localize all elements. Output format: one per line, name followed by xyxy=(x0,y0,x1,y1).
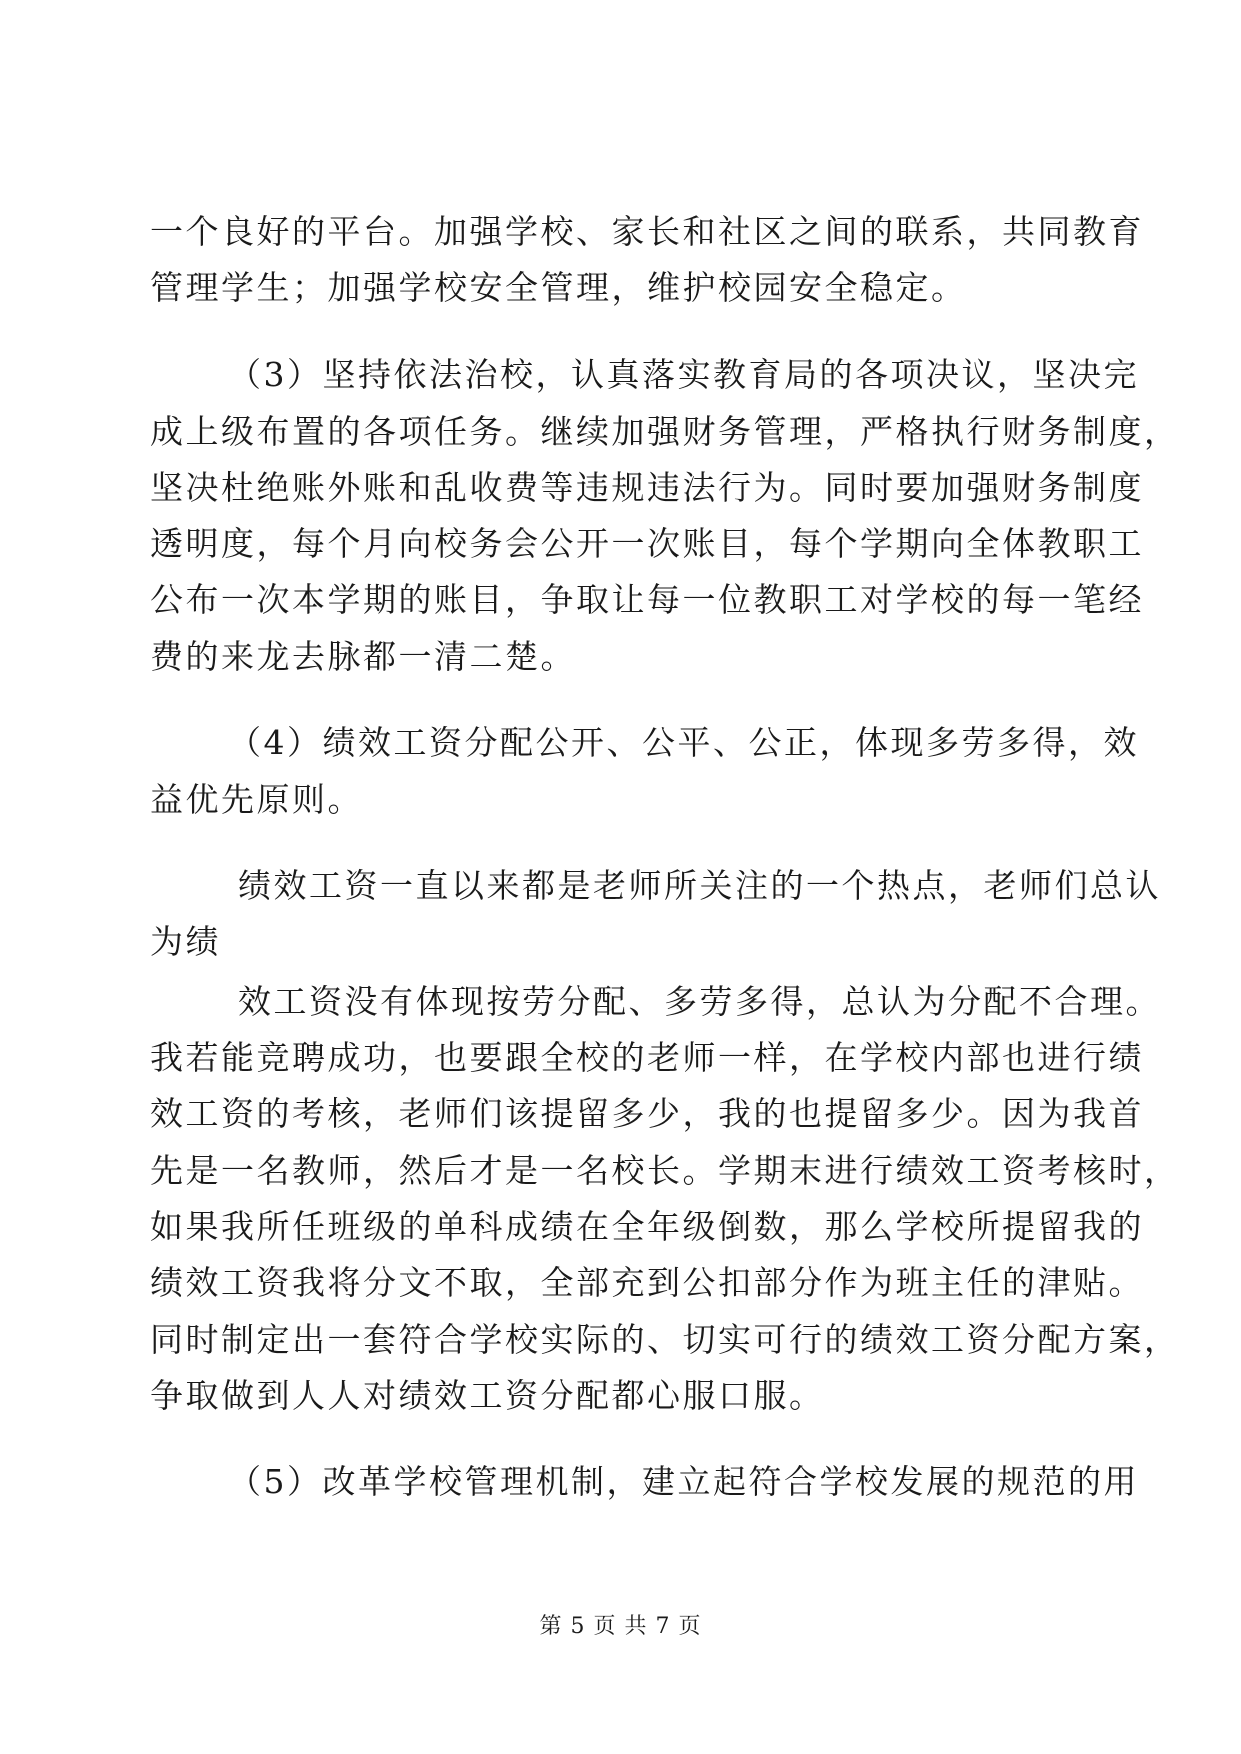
text-line: （3）坚持依法治校，认真落实教育局的各项决议，坚决完 xyxy=(228,355,1139,394)
text-line: 坚决杜绝账外账和乱收费等违规违法行为。同时要加强财务制度 xyxy=(150,468,1144,507)
text-line: 管理学生；加强学校安全管理，维护校园安全稳定。 xyxy=(150,268,967,307)
text-line: 同时制定出一套符合学校实际的、切实可行的绩效工资分配方案， xyxy=(150,1320,1180,1359)
text-line: 效工资没有体现按劳分配、多劳多得，总认为分配不合理。 xyxy=(238,982,1161,1021)
text-line: 成上级布置的各项任务。继续加强财务管理，严格执行财务制度， xyxy=(150,412,1180,451)
text-line: 如果我所任班级的单科成绩在全年级倒数，那么学校所提留我的 xyxy=(150,1207,1144,1246)
text-line: 一个良好的平台。加强学校、家长和社区之间的联系，共同教育 xyxy=(150,212,1144,251)
text-line: 争取做到人人对绩效工资分配都心服口服。 xyxy=(150,1376,825,1415)
text-line: 绩效工资我将分文不取，全部充到公扣部分作为班主任的津贴。 xyxy=(150,1263,1144,1302)
text-line: （5）改革学校管理机制，建立起符合学校发展的规范的用 xyxy=(228,1462,1139,1501)
page-number: 第 5 页 共 7 页 xyxy=(539,1614,702,1639)
text-line: 透明度，每个月向校务会公开一次账目，每个学期向全体教职工 xyxy=(150,524,1144,563)
text-line: 效工资的考核，老师们该提留多少，我的也提留多少。因为我首 xyxy=(150,1094,1144,1133)
text-line: 公布一次本学期的账目，争取让每一位教职工对学校的每一笔经 xyxy=(150,580,1144,619)
text-line: 绩效工资一直以来都是老师所关注的一个热点，老师们总认 xyxy=(238,866,1161,905)
text-line: 先是一名教师，然后才是一名校长。学期末进行绩效工资考核时， xyxy=(150,1151,1180,1190)
text-line: 我若能竞聘成功，也要跟全校的老师一样，在学校内部也进行绩 xyxy=(150,1038,1144,1077)
text-line: 为绩 xyxy=(150,922,221,961)
text-line: （4）绩效工资分配公开、公平、公正，体现多劳多得，效 xyxy=(228,723,1139,762)
text-line: 益优先原则。 xyxy=(150,780,363,819)
text-line: 费的来龙去脉都一清二楚。 xyxy=(150,637,576,676)
